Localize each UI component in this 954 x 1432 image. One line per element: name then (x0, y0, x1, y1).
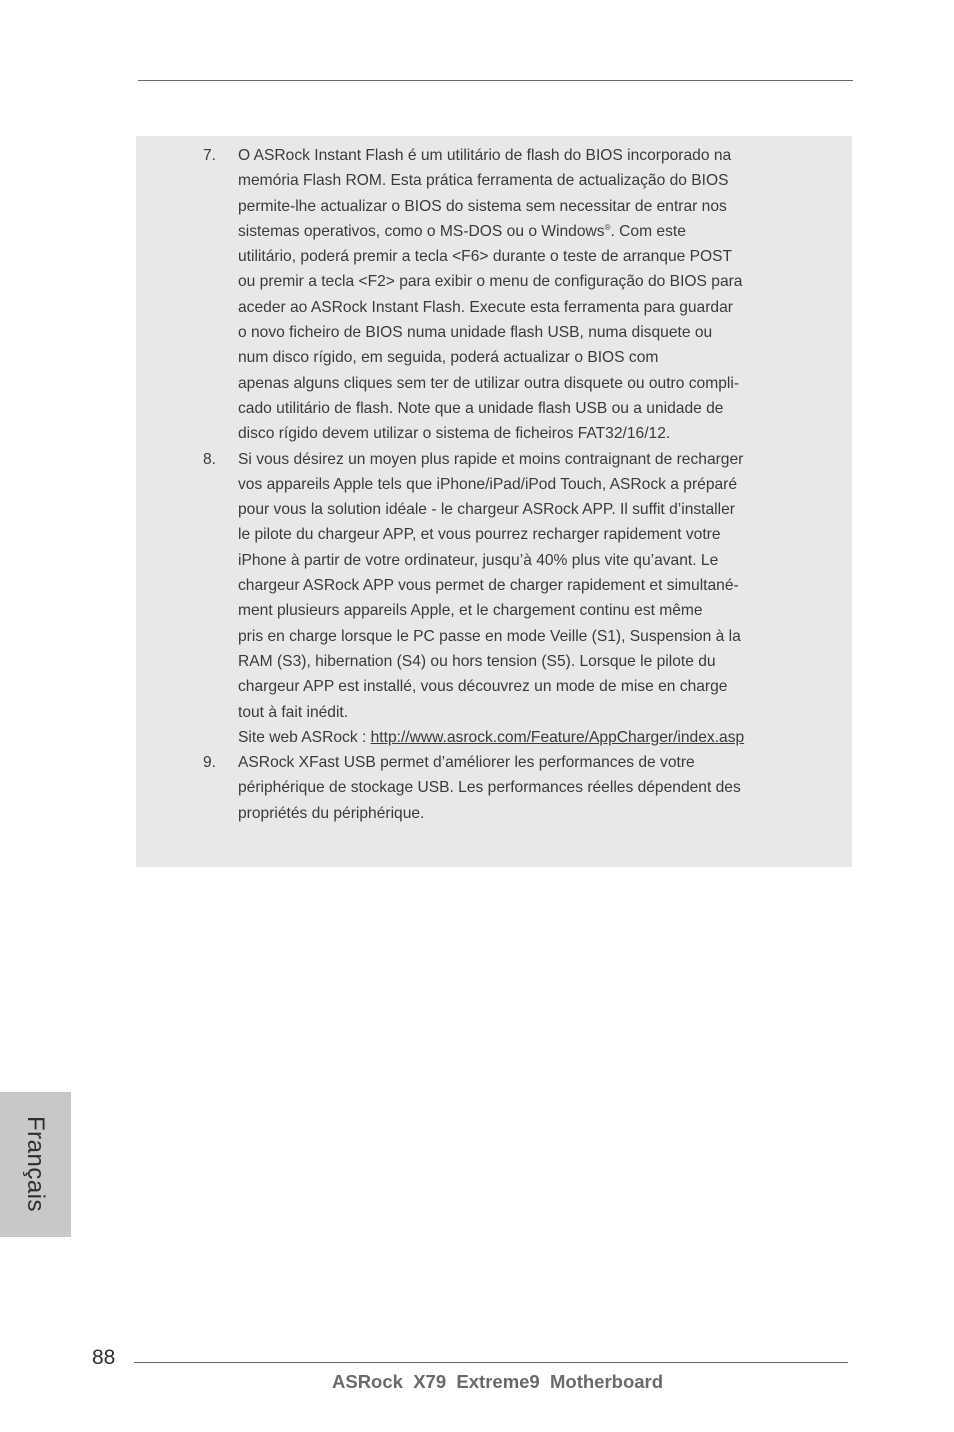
list-item-number: 8. (203, 450, 217, 468)
item-8-line-11: tout à fait inédit. (238, 703, 349, 721)
item-7-line-12: disco rígido devem utilizar o sistema de ficheiros FAT32/16/12. (238, 425, 671, 443)
language-tab-label: Français (22, 1115, 49, 1213)
item-7-line-5: utilitário, poderá premir a tecla <F6> durante o teste de arranque POST (238, 248, 733, 266)
language-side-tab (0, 1092, 71, 1237)
item-9-line-3: propriétés du périphérique. (238, 804, 425, 822)
list-item-7 (202, 143, 802, 447)
item-7-line-10: apenas alguns cliques sem ter de utilizar outra disquete ou outro compli- (238, 374, 740, 392)
site-label: Site web ASRock : (238, 728, 371, 746)
item-8-line-6: chargeur ASRock APP vous permet de charger rapidement et simultané- (238, 577, 739, 595)
header-rule (138, 80, 853, 81)
item-8-line-2: vos appareils Apple tels que iPhone/iPad/iPod Touch, ASRock a préparé (238, 475, 738, 493)
list-item-number: 7. (203, 147, 217, 164)
item-7-line-11: cado utilitário de flash. Note que a unidade flash USB ou a unidade de (238, 399, 724, 417)
feature-list (202, 143, 802, 826)
item-8-line-4: le pilote du chargeur APP, et vous pourrez recharger rapidement votre (238, 526, 721, 544)
item-8-site-line (238, 725, 802, 750)
item-7-line-4-tail: . Com este (610, 222, 686, 240)
registered-mark: ® (604, 222, 611, 232)
page-number: 88 (92, 1346, 116, 1369)
item-9-line-2: périphérique de stockage USB. Les performances réelles dépendent des (238, 779, 741, 797)
item-8-line-3: pour vous la solution idéale - le chargeur ASRock APP. Il suffit d’installer (238, 501, 735, 519)
item-7-line-9: num disco rígido, em seguida, poderá actualizar o BIOS com (238, 349, 659, 367)
list-item-number: 9. (203, 754, 217, 772)
footer-rule (134, 1362, 848, 1363)
item-7-line-1: O ASRock Instant Flash é um utilitário de flash do BIOS incorporado na (238, 147, 732, 164)
item-8-line-9: RAM (S3), hibernation (S4) ou hors tension (S5). Lorsque le pilote du (238, 652, 716, 670)
item-7-line-4-text: sistemas operativos, como o MS-DOS ou o Windows (238, 222, 605, 240)
item-8-line-7: ment plusieurs appareils Apple, et le chargement continu est même (238, 602, 703, 620)
item-8-line-1: Si vous désirez un moyen plus rapide et moins contraignant de recharger (238, 450, 744, 468)
list-item-9 (202, 750, 802, 826)
footer-title: ASRock X79 Extreme9 Motherboard (332, 1371, 664, 1392)
item-7-line-3: permite-lhe actualizar o BIOS do sistema sem necessitar de entrar nos (238, 197, 727, 215)
list-item-8 (202, 447, 802, 751)
item-8-line-5: iPhone à partir de votre ordinateur, jusqu’à 40% plus vite qu’avant. Le (238, 551, 719, 569)
appcharger-link[interactable]: http://www.asrock.com/Feature/AppCharger/index.asp (370, 728, 745, 746)
item-7-line-6: ou premir a tecla <F2> para exibir o menu de configuração do BIOS para (238, 273, 743, 291)
item-8-line-8: pris en charge lorsque le PC passe en mode Veille (S1), Suspension à la (238, 627, 741, 645)
item-7-line-8: o novo ficheiro de BIOS numa unidade flash USB, numa disquete ou (238, 324, 713, 342)
item-9-line-1: ASRock XFast USB permet d’améliorer les performances de votre (238, 754, 695, 772)
item-7-line-7: aceder ao ASRock Instant Flash. Execute esta ferramenta para guardar (238, 298, 733, 316)
item-7-line-2: memória Flash ROM. Esta prática ferramenta de actualização do BIOS (238, 172, 729, 190)
item-7-line-4 (238, 219, 802, 244)
item-8-line-10: chargeur APP est installé, vous découvrez un mode de mise en charge (238, 678, 728, 696)
